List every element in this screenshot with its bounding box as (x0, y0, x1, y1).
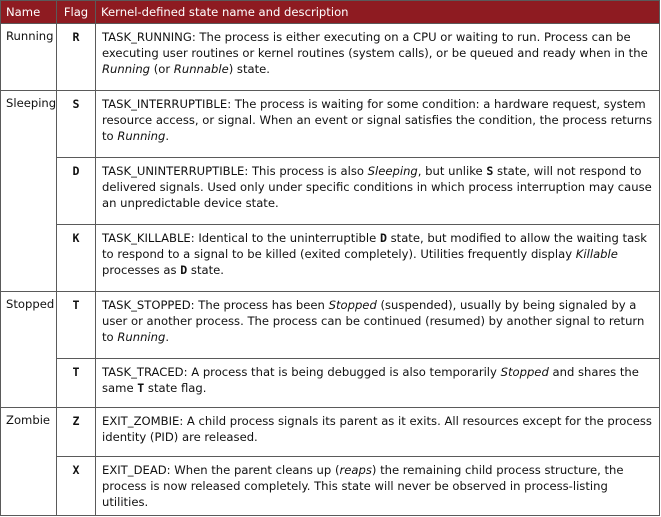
description-text: ) state. (228, 62, 270, 76)
table-row (1, 359, 660, 408)
description-text: state. (187, 263, 224, 277)
state-description (96, 292, 660, 359)
state-flag: D (57, 158, 96, 225)
description-text: TASK_KILLABLE: Identical to the uninterruptible (102, 231, 380, 245)
emphasis-text: Running (102, 62, 151, 76)
state-description (96, 225, 660, 292)
state-description (96, 359, 660, 408)
description-text: TASK_INTERRUPTIBLE: The process is waiting for some condition: a hardware request, system resource access, or signal. When an event or signal satisfies the condition, the process returns to (102, 97, 653, 143)
table-row (1, 225, 660, 292)
emphasis-text: Runnable (173, 62, 229, 76)
description-text: . (165, 129, 170, 143)
description-text: TASK_UNINTERRUPTIBLE: This process is also (102, 164, 368, 178)
emphasis-text: Sleeping (367, 164, 418, 178)
description-text: TASK_TRACED: A process that is being debugged is also temporarily (102, 365, 501, 379)
emphasis-text: Killable (575, 247, 618, 261)
description-text: (or (150, 62, 174, 76)
state-code: D (379, 231, 387, 245)
state-name: Running (1, 24, 57, 91)
state-code: T (137, 381, 145, 395)
state-flag: R (57, 24, 96, 91)
description-text: TASK_STOPPED: The process has been (102, 298, 329, 312)
table-row (1, 158, 660, 225)
description-text: EXIT_DEAD: When the parent cleans up ( (102, 463, 340, 477)
state-description (96, 457, 660, 516)
state-flag: K (57, 225, 96, 292)
emphasis-text: Stopped (500, 365, 549, 379)
table-row (1, 292, 660, 359)
description-text: TASK_RUNNING: The process is either executing on a CPU or waiting to run. Process can be executing user routines or kernel routines (system calls), or be queued and ready when in the (102, 30, 648, 60)
state-name: Zombie (1, 408, 57, 516)
state-flag: S (57, 91, 96, 158)
description-text: processes as (102, 263, 181, 277)
state-flag: Z (57, 408, 96, 457)
description-text: state flag. (144, 381, 207, 395)
description-text: ) the remaining child process structure, the process is now released completely. This state will never be observed in process-listing utilities. (102, 463, 624, 509)
state-flag: X (57, 457, 96, 516)
state-flag: T (57, 292, 96, 359)
emphasis-text: reaps (339, 463, 372, 477)
state-flag: T (57, 359, 96, 408)
description-text: and shares the same (102, 365, 639, 395)
table-row (1, 24, 660, 91)
description-text: . (165, 330, 170, 344)
description-text: (suspended), usually by being signaled by a user or another process. The process can be continued (resumed) by another signal to return to (102, 298, 645, 344)
description-text: , but unlike (417, 164, 487, 178)
state-description (96, 158, 660, 225)
state-name: Stopped (1, 292, 57, 408)
state-description (96, 408, 660, 457)
state-name: Sleeping (1, 91, 57, 292)
state-description (96, 24, 660, 91)
table-row (1, 91, 660, 158)
table-row (1, 457, 660, 516)
emphasis-text: Running (117, 129, 166, 143)
header-flag: Flag (57, 1, 96, 24)
header-description: Kernel-defined state name and description (96, 1, 660, 24)
state-description (96, 91, 660, 158)
header-name: Name (1, 1, 57, 24)
table-row (1, 408, 660, 457)
state-code: D (180, 263, 188, 277)
emphasis-text: Stopped (328, 298, 377, 312)
emphasis-text: Running (117, 330, 166, 344)
header-row (1, 1, 660, 24)
description-text: state, will not respond to delivered signals. Used only under specific conditions in which process interruption may cause an unpredictable device state. (102, 164, 652, 210)
description-text: EXIT_ZOMBIE: A child process signals its parent as it exits. All resources except for the process identity (PID) are released. (102, 414, 652, 444)
description-text: state, but modified to allow the waiting task to respond to a signal to be killed (exited completely). Utilities frequently display (102, 231, 647, 261)
state-code: S (486, 164, 494, 178)
